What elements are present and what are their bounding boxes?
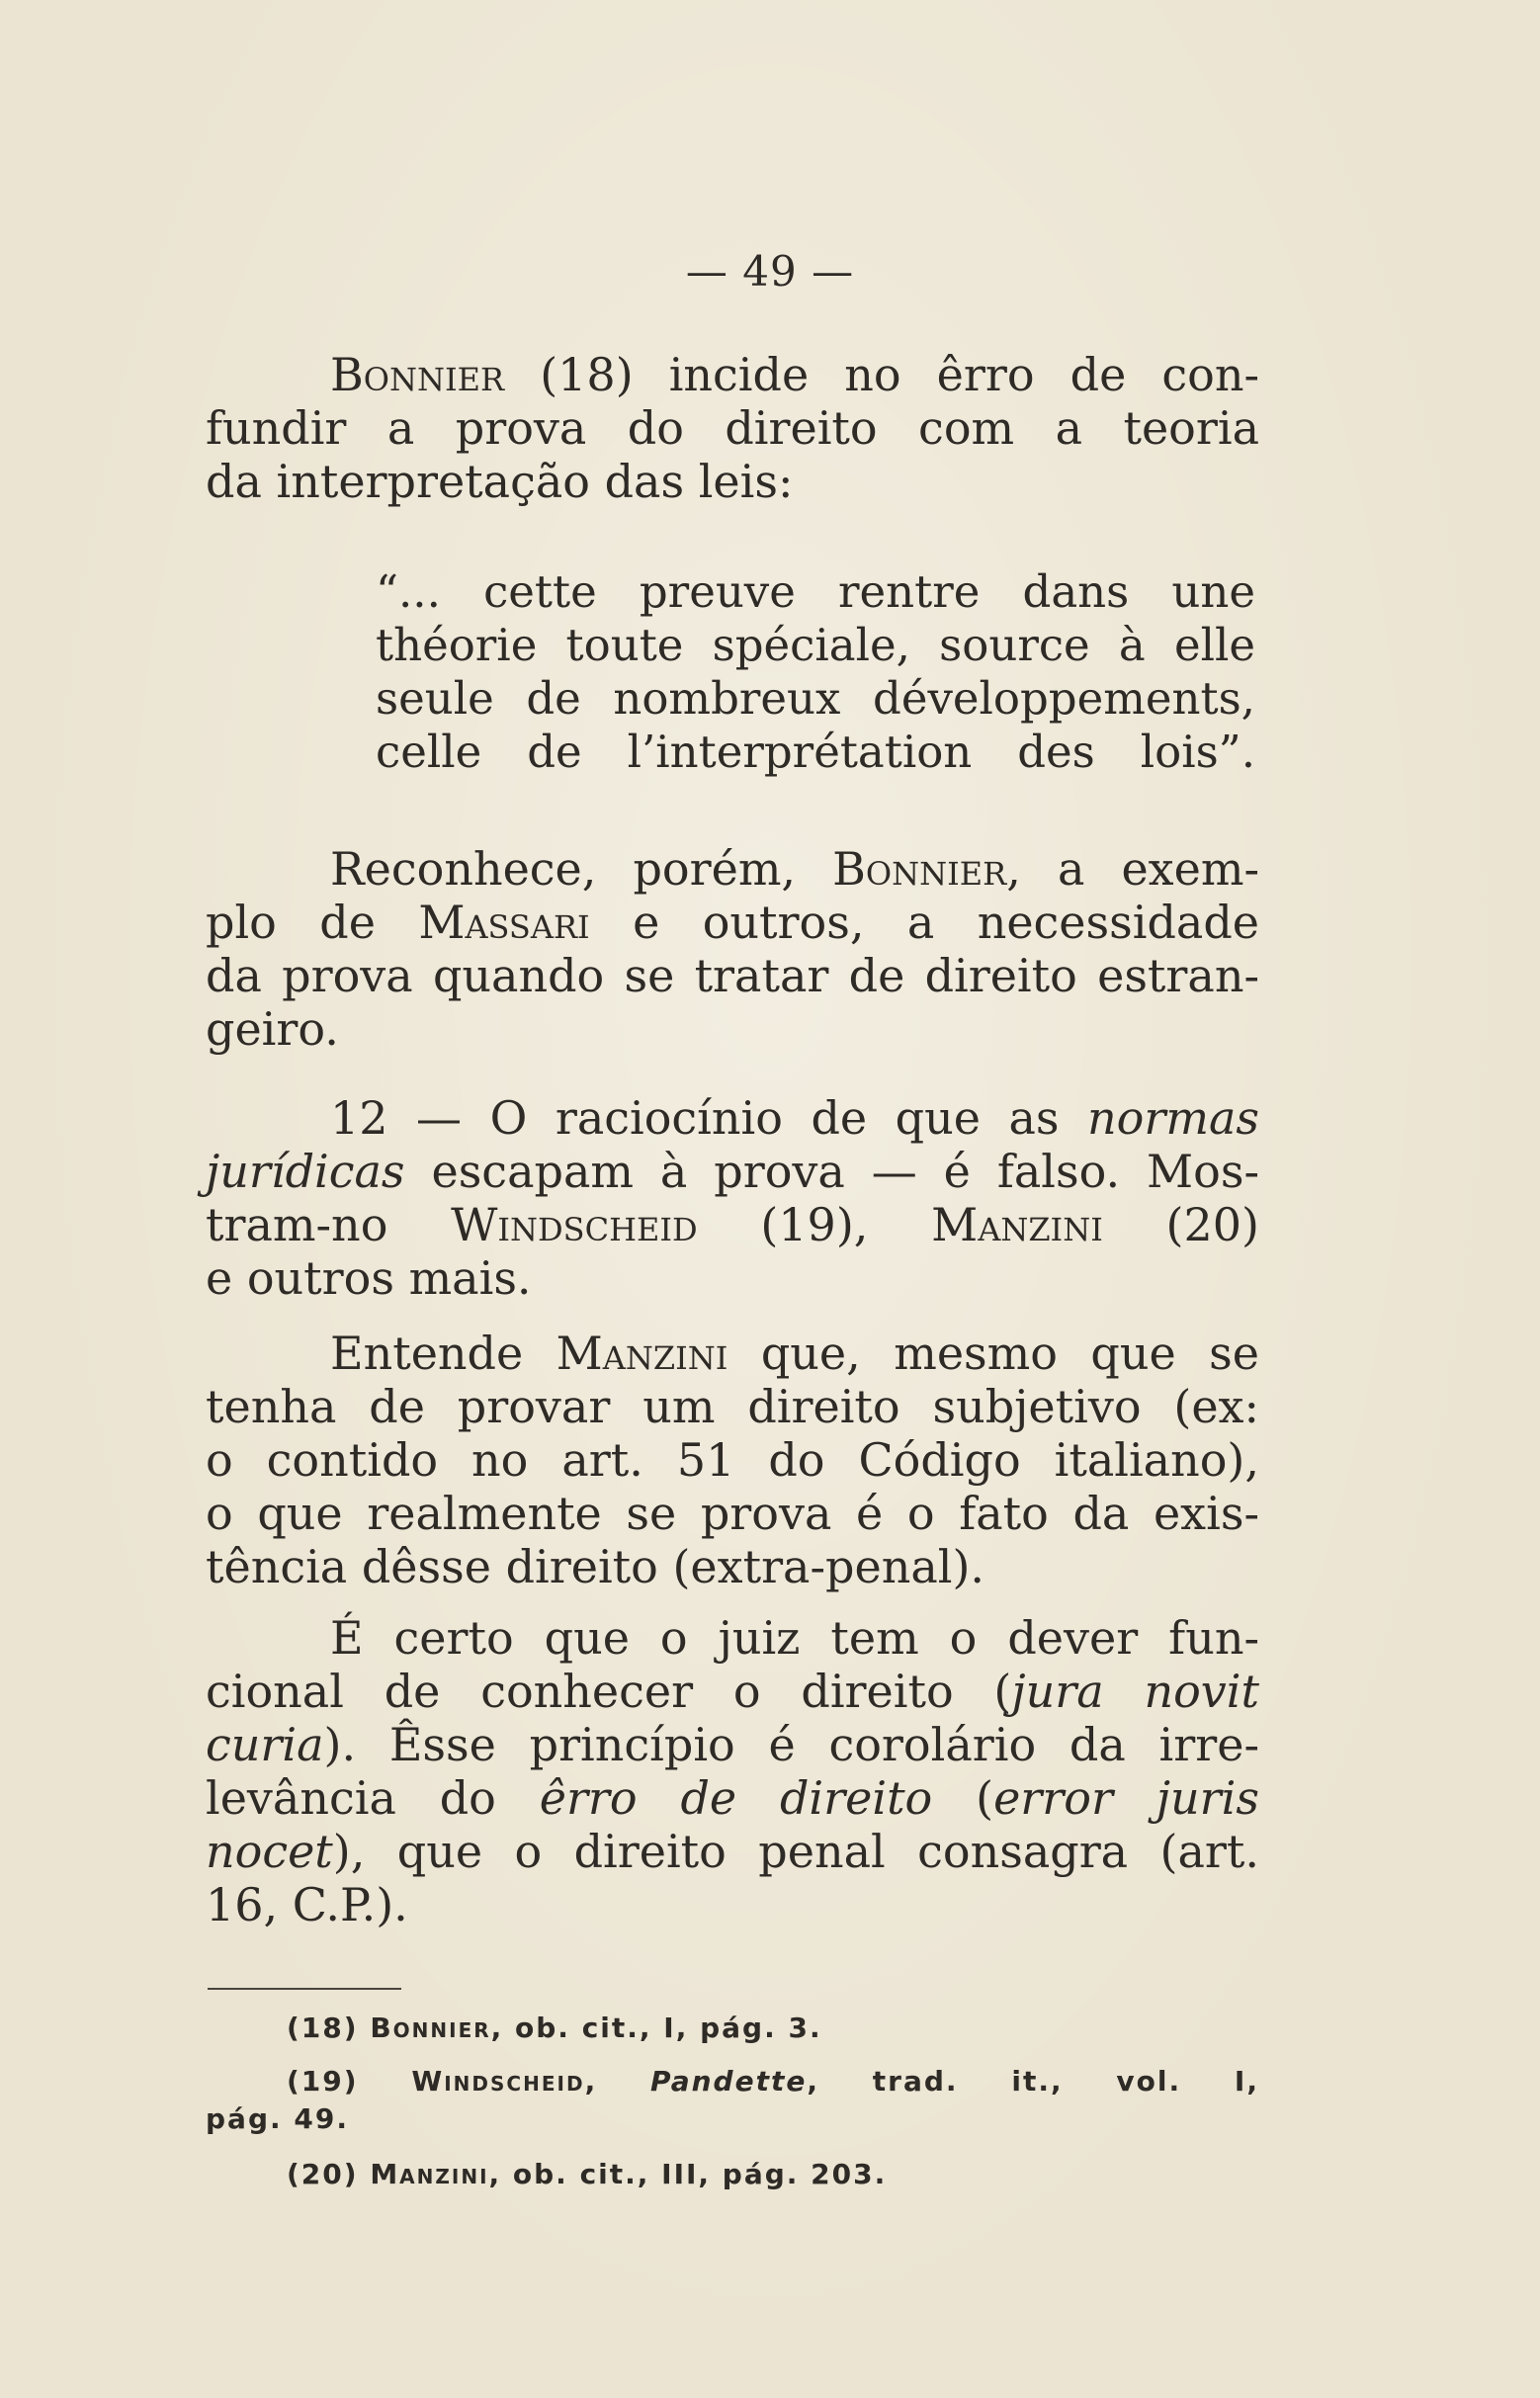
author-name: Massari <box>418 896 590 949</box>
author-name: Bonnier <box>330 348 505 401</box>
text-span: 12 — O raciocínio de que as <box>330 1091 1088 1145</box>
footnote-separator <box>208 1988 401 1990</box>
author-name: Windscheid <box>411 2065 585 2098</box>
author-name: Bonnier <box>832 842 1007 896</box>
footnote-18 <box>287 2009 1259 2048</box>
text-line: tência dêsse direito (extra-penal). <box>206 1540 985 1593</box>
italic-term: Pandette <box>650 2065 808 2098</box>
text-span: , a exem- <box>1006 842 1259 896</box>
text-line <box>206 1718 1259 1771</box>
text-span: tram-no <box>206 1198 452 1251</box>
text-span: levância do <box>206 1771 540 1825</box>
text-span: e outros, a necessidade <box>589 896 1259 949</box>
italic-term: jura novit <box>1011 1665 1259 1718</box>
text-span: , ob. cit., III, pág. 203. <box>488 2158 888 2190</box>
italic-term: normas <box>1087 1091 1259 1145</box>
text-line: É certo que o juiz tem o dever fun- <box>330 1611 1259 1665</box>
text-line <box>206 1665 1259 1718</box>
text-span: (20) <box>1102 1198 1259 1251</box>
text-span: (19) <box>287 2065 412 2098</box>
text-line <box>330 1327 1259 1380</box>
text-line <box>330 348 1259 401</box>
text-line: 16, C.P.). <box>206 1878 408 1931</box>
text-span: que, mesmo que se <box>727 1327 1259 1380</box>
text-line: da interpretação das leis: <box>206 455 794 508</box>
text-span: plo de <box>206 896 419 949</box>
italic-term: nocet <box>206 1825 333 1878</box>
page-number: — 49 — <box>685 247 855 296</box>
author-name: Manzini <box>931 1198 1103 1251</box>
text-line <box>330 842 1259 896</box>
text-span: escapam à prova — é falso. Mos- <box>404 1145 1259 1198</box>
author-name: Manzini <box>556 1327 728 1380</box>
author-name: Bonnier <box>370 2012 491 2044</box>
text-span: (19), <box>697 1198 932 1251</box>
text-span: (18) incide no êrro de con- <box>504 348 1259 401</box>
italic-term: êrro de direito <box>539 1771 933 1825</box>
author-name: Windscheid <box>451 1198 698 1251</box>
text-span: Entende <box>330 1327 556 1380</box>
quote-line: seule de nombreux développements, <box>376 672 1255 725</box>
text-span: Reconhece, porém, <box>330 842 833 896</box>
author-name: Manzini <box>370 2158 489 2190</box>
quote-line: celle de l’interprétation des lois”. <box>376 726 1255 778</box>
text-line: tenha de provar um direito subjetivo (ex: <box>206 1380 1259 1433</box>
text-line <box>206 1771 1259 1825</box>
footnote-19-continuation: pág. 49. <box>206 2102 349 2135</box>
text-line <box>206 1198 1259 1251</box>
text-span: ( <box>932 1771 994 1825</box>
text-line: o contido no art. 51 do Código italiano), <box>206 1433 1259 1487</box>
footnote-20 <box>287 2155 1259 2194</box>
text-span: cional de conhecer o direito ( <box>206 1665 1012 1718</box>
text-span: (20) <box>287 2158 371 2190</box>
italic-term: error juris <box>993 1771 1259 1825</box>
italic-term: curia <box>206 1718 324 1771</box>
text-line: o que realmente se prova é o fato da exis- <box>206 1487 1259 1540</box>
text-line: geiro. <box>206 1002 339 1056</box>
text-line <box>330 1091 1259 1145</box>
quote-line: “... cette preuve rentre dans une <box>376 565 1255 618</box>
footnote-19 <box>287 2062 1259 2101</box>
text-span: (18) <box>287 2012 371 2044</box>
text-span: ). Êsse princípio é corolário da irre- <box>323 1718 1259 1771</box>
text-span: ), que o direito penal consagra (art. <box>332 1825 1259 1878</box>
text-line: da prova quando se tratar de direito estran- <box>206 949 1259 1002</box>
italic-term: jurídicas <box>206 1145 405 1198</box>
text-line <box>206 1825 1259 1878</box>
quote-line: théorie toute spéciale, source à elle <box>376 619 1255 671</box>
text-span: , trad. it., vol. I, <box>807 2065 1259 2098</box>
text-line: fundir a prova do direito com a teoria <box>206 401 1259 455</box>
text-line: e outros mais. <box>206 1251 532 1305</box>
text-line <box>206 896 1259 949</box>
text-span: , ob. cit., I, pág. 3. <box>490 2012 822 2044</box>
text-line <box>206 1145 1259 1198</box>
text-span: , <box>584 2065 650 2098</box>
